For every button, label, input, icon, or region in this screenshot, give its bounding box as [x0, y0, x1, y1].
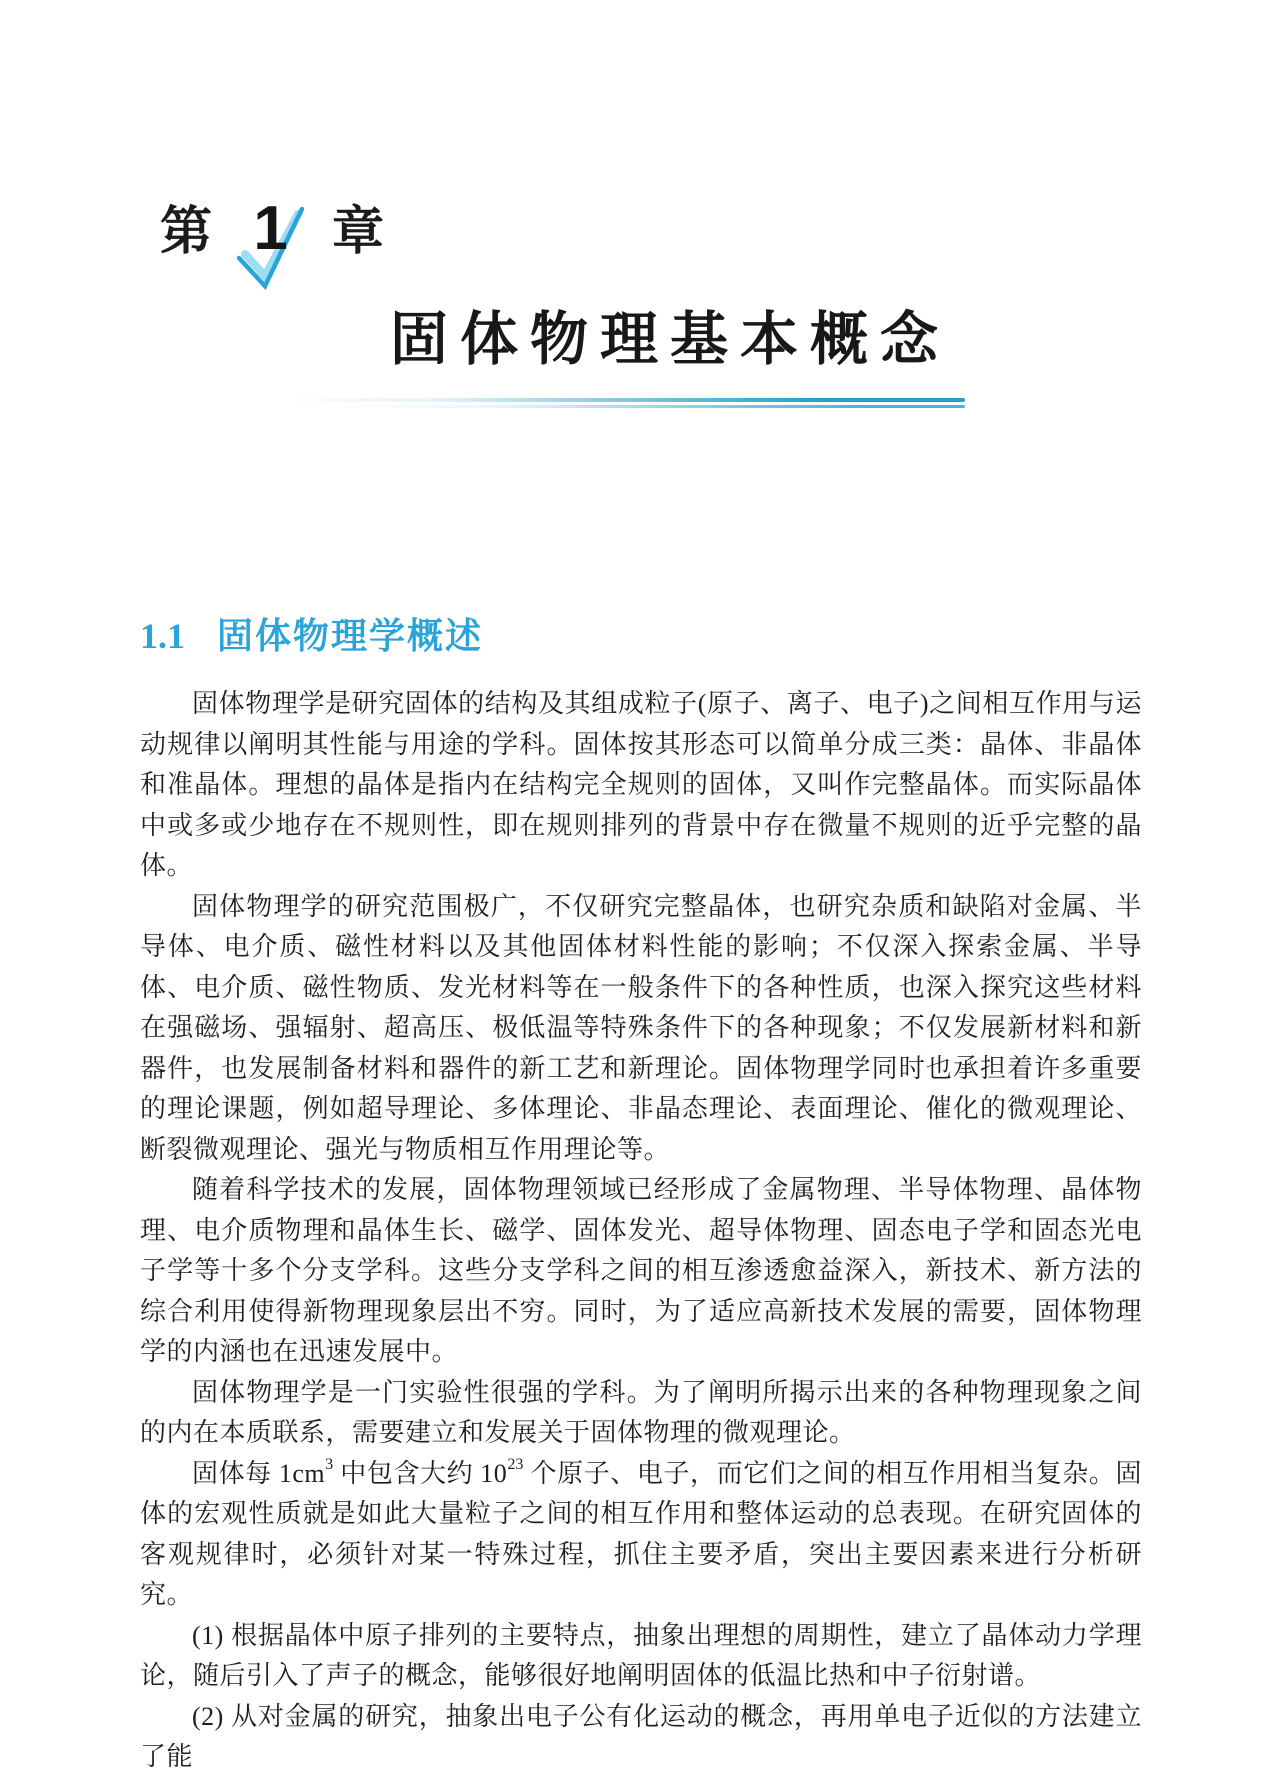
section-title: 固体物理学概述: [217, 616, 484, 656]
paragraph: [140, 1697, 1142, 1778]
text-run: (1) 根据晶体中原子排列的主要特点，抽象出理想的周期性，建立了晶体动力学理论，随后引入了声子的概念，能够很好地阐明固体的低温比热和中子衍射谱。: [140, 1620, 1142, 1690]
title-underline-bottom-stripe: [283, 405, 965, 408]
chapter-suffix: 章: [332, 203, 385, 261]
chapter-number-badge: [230, 194, 314, 294]
text-run: 固体每 1cm: [192, 1458, 326, 1488]
chapter-prefix: 第: [160, 203, 213, 261]
superscript: 23: [507, 1456, 524, 1474]
superscript: 3: [325, 1456, 334, 1474]
paragraph: [140, 887, 1142, 1171]
body-text: [140, 684, 1142, 1778]
chapter-heading: [160, 172, 384, 294]
text-run: 固体物理学的研究范围极广，不仅研究完整晶体，也研究杂质和缺陷对金属、半导体、电介质、磁性材料以及其他固体材料性能的影响；不仅深入探索金属、半导体、电介质、磁性物质、发光材料等在一般条件下的各种性质，也深入探究这些材料在强磁场、强辐射、超高压、极低温等特殊条件下的各种现象；不仅发展新材料和新器件，也发展制备材料和器件的新工艺和新理论。固体物理学同时也承担着许多重要的理论课题，例如超导理论、多体理论、非晶态理论、表面理论、催化的微观理论、断裂微观理论、强光与物质相互作用理论等。: [140, 891, 1142, 1164]
text-run: 固体物理学是研究固体的结构及其组成粒子(原子、离子、电子)之间相互作用与运动规律以阐明其性能与用途的学科。固体按其形态可以简单分成三类：晶体、非晶体和准晶体。理想的晶体是指内在结构完全规则的固体，又叫作完整晶体。而实际晶体中或多或少地存在不规则性，即在规则排列的背景中存在微量不规则的近乎完整的晶体。: [140, 689, 1142, 880]
paragraph: [140, 684, 1142, 887]
paragraph: [140, 1373, 1142, 1454]
section-number: 1.1: [140, 616, 185, 656]
text-run: (2) 从对金属的研究，抽象出电子公有化运动的概念，再用单电子近似的方法建立了能: [140, 1701, 1142, 1771]
title-underline: [283, 398, 965, 408]
chapter-number: 1: [253, 194, 288, 263]
text-run: 随着科学技术的发展，固体物理领域已经形成了金属物理、半导体物理、晶体物理、电介质物理和晶体生长、磁学、固体发光、超导体物理、固态电子学和固态光电子学等十多个分支学科。这些分支学科之间的相互渗透愈益深入，新技术、新方法的综合利用使得新物理现象层出不穷。同时，为了适应高新技术发展的需要，固体物理学的内涵也在迅速发展中。: [140, 1175, 1142, 1366]
title-underline-top-stripe: [283, 398, 965, 402]
text-run: 中包含大约 10: [333, 1458, 508, 1488]
paragraph: [140, 1454, 1142, 1616]
section-heading: [140, 608, 483, 659]
paragraph: [140, 1170, 1142, 1373]
chapter-title: 固体物理基本概念: [389, 307, 950, 372]
paragraph: [140, 1616, 1142, 1697]
text-run: 个原子、电子，而它们之间的相互作用相当复杂。固体的宏观性质就是如此大量粒子之间的相互作用和整体运动的总表现。在研究固体的客观规律时，必须针对某一特殊过程，抓住主要矛盾，突出主要因素来进行分析研究。: [140, 1458, 1142, 1609]
text-run: 固体物理学是一门实验性很强的学科。为了阐明所揭示出来的各种物理现象之间的内在本质联系，需要建立和发展关于固体物理的微观理论。: [140, 1377, 1142, 1447]
